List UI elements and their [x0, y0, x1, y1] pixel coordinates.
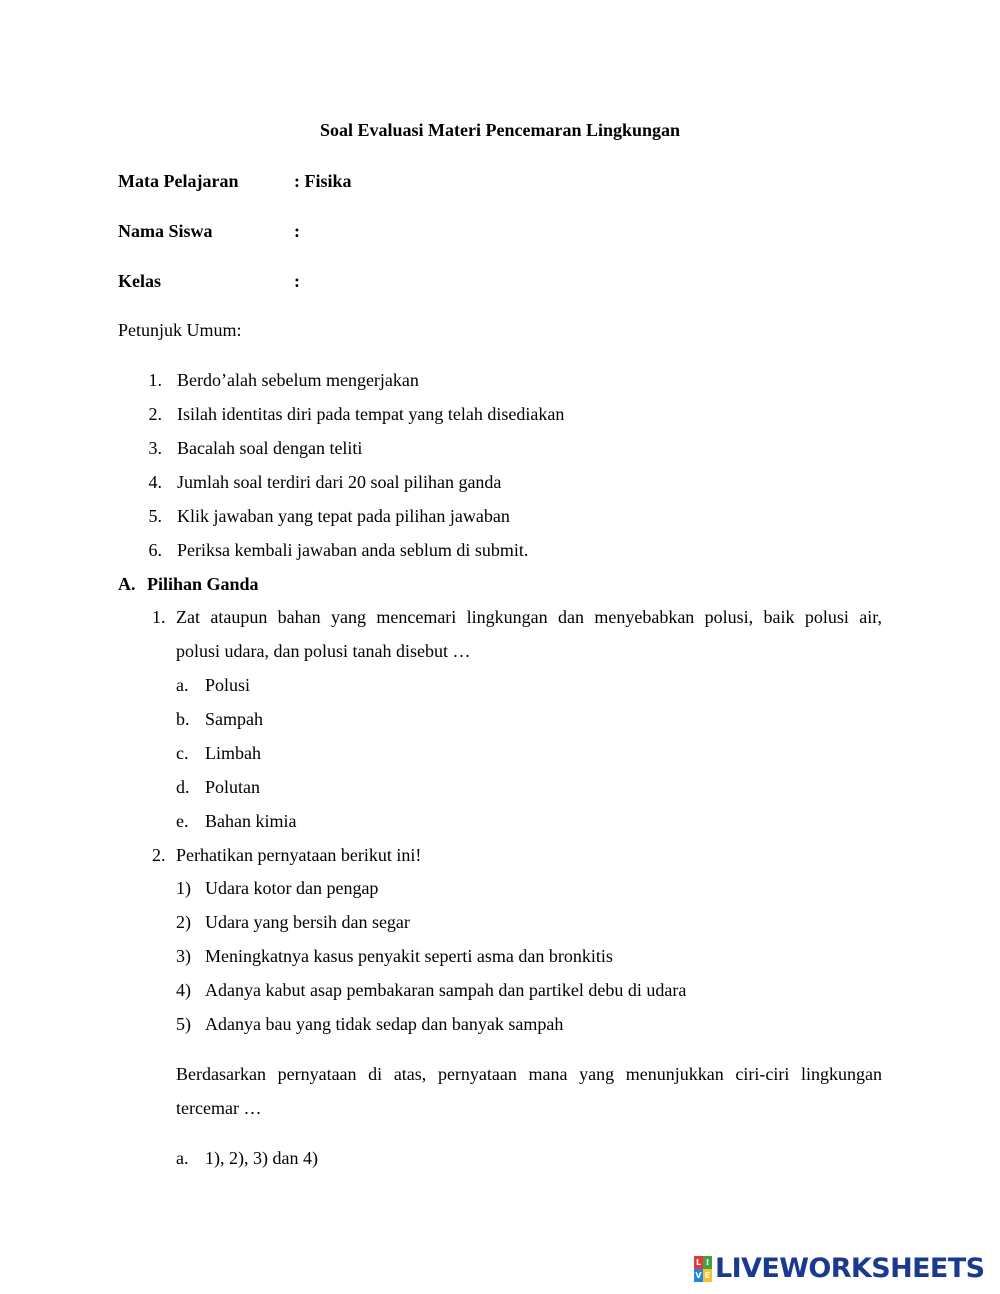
option-letter: a.	[176, 675, 189, 695]
instruction-item: Bacalah soal dengan teliti	[177, 438, 363, 458]
question-number: 2.	[152, 845, 166, 865]
liveworksheets-logo	[694, 1254, 984, 1284]
option-text[interactable]: Polusi	[205, 675, 251, 695]
statement-number: 4)	[176, 980, 191, 1000]
option-letter: a.	[176, 1148, 189, 1168]
logo-letter: L	[695, 1258, 702, 1267]
statement-text: Adanya kabut asap pembakaran sampah dan partikel debu di udara	[205, 980, 687, 1000]
logo-letter: I	[703, 1256, 712, 1269]
field-value-subject: : Fisika	[294, 171, 352, 191]
option-letter: c.	[176, 743, 189, 763]
statement-text: Udara yang bersih dan segar	[205, 912, 410, 932]
field-label-subject: Mata Pelajaran	[118, 171, 239, 191]
option-text[interactable]: Bahan kimia	[205, 811, 297, 831]
live-logo-icon	[694, 1256, 712, 1282]
statement-number: 3)	[176, 946, 191, 966]
question-text-line: Berdasarkan pernyataan di atas, pernyataan mana yang menunjukkan ciri-ciri lingkungan	[176, 1064, 882, 1084]
section-title: Pilihan Ganda	[147, 574, 259, 594]
page-title: Soal Evaluasi Materi Pencemaran Lingkungan	[319, 120, 681, 140]
instruction-item: Periksa kembali jawaban anda seblum di submit.	[177, 540, 529, 560]
instruction-item: Isilah identitas diri pada tempat yang telah disediakan	[177, 404, 565, 424]
option-letter: d.	[176, 777, 190, 797]
statement-text: Meningkatnya kasus penyakit seperti asma dan bronkitis	[205, 946, 613, 966]
statement-number: 2)	[176, 912, 191, 932]
instruction-item: Berdo’alah sebelum mengerjakan	[177, 370, 419, 390]
logo-letter: E	[704, 1271, 711, 1280]
instruction-number: 3.	[148, 438, 162, 458]
statement-number: 5)	[176, 1014, 191, 1034]
instruction-item: Klik jawaban yang tepat pada pilihan jawaban	[177, 506, 510, 526]
option-text[interactable]: 1), 2), 3) dan 4)	[205, 1148, 318, 1168]
field-value-student-name: :	[294, 221, 300, 241]
question-number: 1.	[152, 607, 166, 627]
option-text[interactable]: Polutan	[205, 777, 261, 797]
instruction-number: 2.	[148, 404, 162, 424]
brand-name: LIVEWORKSHEETS	[715, 1253, 985, 1284]
option-letter: e.	[176, 811, 189, 831]
option-text[interactable]: Sampah	[205, 709, 263, 729]
field-value-class: :	[294, 271, 300, 291]
question-intro: Perhatikan pernyataan berikut ini!	[176, 845, 422, 865]
question-text-line: tercemar …	[176, 1098, 262, 1118]
statement-number: 1)	[176, 878, 191, 898]
field-label-student-name: Nama Siswa	[118, 221, 213, 241]
instruction-number: 5.	[148, 506, 162, 526]
statement-text: Adanya bau yang tidak sedap dan banyak sampah	[205, 1014, 564, 1034]
instruction-item: Jumlah soal terdiri dari 20 soal pilihan ganda	[177, 472, 502, 492]
instruction-number: 4.	[148, 472, 162, 492]
question-text-line: Zat ataupun bahan yang mencemari lingkungan dan menyebabkan polusi, baik polusi air,	[176, 607, 882, 627]
instructions-heading: Petunjuk Umum:	[118, 320, 242, 340]
question-text-line: polusi udara, dan polusi tanah disebut …	[176, 641, 471, 661]
option-text[interactable]: Limbah	[205, 743, 261, 763]
statement-text: Udara kotor dan pengap	[205, 878, 379, 898]
instruction-number: 6.	[148, 540, 162, 560]
option-letter: b.	[176, 709, 190, 729]
section-letter: A.	[118, 574, 136, 594]
logo-letter: V	[695, 1271, 702, 1280]
field-label-class: Kelas	[118, 271, 161, 291]
instruction-number: 1.	[148, 370, 162, 390]
